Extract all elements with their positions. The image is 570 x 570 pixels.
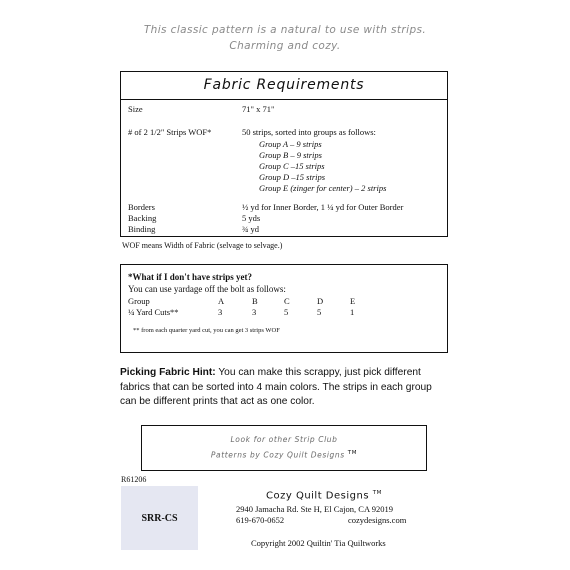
company-website: cozydesigns.com <box>348 515 407 525</box>
group-header: E <box>350 296 356 306</box>
club-line-2 <box>142 450 426 460</box>
strip-club-box <box>141 425 427 471</box>
borders-value: ½ yd for Inner Border, 1 ¼ yd for Outer Border <box>242 202 404 212</box>
strips-instruction: You can use yardage off the bolt as follows: <box>128 284 286 294</box>
group-d-line: Group D –15 strips <box>259 172 326 182</box>
group-b-line: Group B – 9 strips <box>259 150 322 160</box>
strips-value: 50 strips, sorted into groups as follows: <box>242 127 376 137</box>
copyright: Copyright 2002 Quiltin' Tia Quiltworks <box>251 538 386 548</box>
group-header: A <box>218 296 225 306</box>
group-header: B <box>252 296 258 306</box>
fabric-requirements-title: Fabric Requirements <box>203 77 365 93</box>
fabric-requirements-box <box>120 71 448 237</box>
company-name-text: Cozy Quilt Designs <box>266 490 370 502</box>
intro-line-1: This classic pattern is a natural to use with strips. <box>143 24 427 36</box>
club-tm-mark: TM <box>347 450 358 456</box>
pattern-badge <box>121 486 198 550</box>
pattern-code: R61206 <box>121 475 147 484</box>
picking-fabric-hint <box>120 366 450 410</box>
hint-text: You can make this scrappy, just pick different fabrics that can be sorted into 4 main colors. The strips in each group can be different prints that act as one color. <box>120 367 432 407</box>
binding-value: ¾ yd <box>242 224 259 234</box>
group-header-label: Group <box>128 296 150 306</box>
borders-label: Borders <box>128 202 155 212</box>
size-label: Size <box>128 104 143 114</box>
backing-label: Backing <box>128 213 157 223</box>
company-phone: 619-670-0652 <box>236 515 285 525</box>
backing-value: 5 yds <box>242 213 261 223</box>
wof-note: WOF means Width of Fabric (selvage to selvage.) <box>122 241 283 250</box>
binding-label: Binding <box>128 224 156 234</box>
intro-line-2: Charming and cozy. <box>229 40 341 52</box>
company-address: 2940 Jamacha Rd. Ste H, El Cajon, CA 92019 <box>236 504 394 514</box>
cuts-value: 3 <box>218 307 223 317</box>
group-header: C <box>284 296 290 306</box>
cuts-value: 1 <box>350 307 355 317</box>
cuts-value: 5 <box>284 307 289 317</box>
cuts-label: ¼ Yard Cuts** <box>128 307 179 317</box>
cuts-value: 3 <box>252 307 257 317</box>
badge-label: SRR-CS <box>141 512 178 524</box>
club-line-1: Look for other Strip Club <box>230 435 338 444</box>
strips-question: *What if I don't have strips yet? <box>128 272 253 282</box>
size-value: 71" x 71" <box>242 104 275 114</box>
cuts-value: 5 <box>317 307 322 317</box>
group-header: D <box>317 296 324 306</box>
intro-text <box>0 22 570 54</box>
group-c-line: Group C –15 strips <box>259 161 325 171</box>
company-tm-mark: TM <box>372 490 382 496</box>
title-divider <box>121 99 447 100</box>
group-a-line: Group A – 9 strips <box>259 139 322 149</box>
company-name <box>266 490 382 501</box>
hint-heading: Picking Fabric Hint: <box>120 367 216 378</box>
strips-box <box>120 264 448 353</box>
group-e-line: Group E (zinger for center) – 2 strips <box>259 183 387 193</box>
strips-label: # of 2 1/2" Strips WOF* <box>128 127 212 137</box>
club-line-2-text: Patterns by Cozy Quilt Designs <box>210 450 345 460</box>
strips-footnote: ** from each quarter yard cut, you can get 3 strips WOF <box>133 327 280 334</box>
